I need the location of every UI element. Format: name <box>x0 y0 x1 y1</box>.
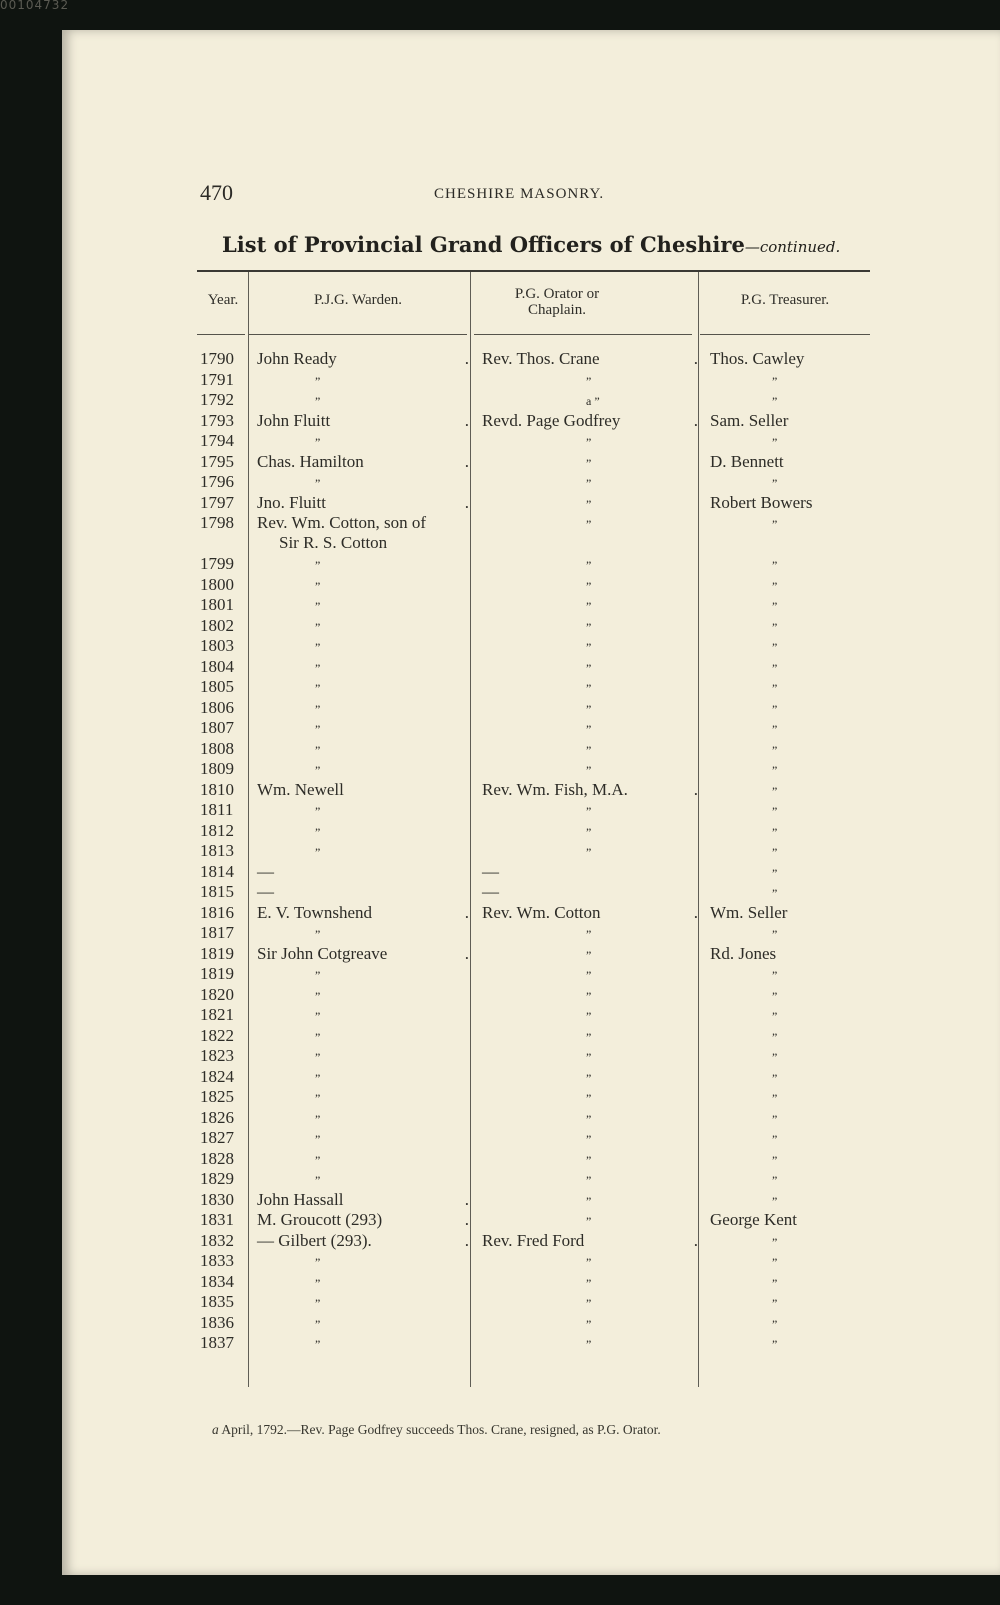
year-cell: 1829 <box>200 1169 234 1188</box>
year-cell: 1824 <box>200 1066 234 1086</box>
table-row <box>197 616 897 637</box>
orator-cell: ” <box>586 558 592 572</box>
warden-cell: ” <box>315 722 321 736</box>
table-row <box>197 780 897 801</box>
table-row <box>197 698 897 719</box>
table-row <box>197 452 897 473</box>
table-row <box>197 1087 897 1108</box>
table-row <box>197 1128 897 1149</box>
warden-cell: E. V. Townshend . <box>257 902 469 922</box>
treasurer-cell: ” <box>772 1255 778 1269</box>
header-rule-treasurer <box>700 334 870 335</box>
orator-cell: ” <box>586 578 592 593</box>
warden-cell: ” <box>315 1337 321 1351</box>
table-row <box>197 944 897 965</box>
treasurer-cell: ” <box>772 742 778 757</box>
orator-cell: ” <box>586 1275 592 1290</box>
year-cell: 1826 <box>200 1107 234 1127</box>
table-row <box>197 1272 897 1293</box>
warden-cell: ” <box>315 558 321 572</box>
footnote <box>212 1422 661 1438</box>
orator-cell: ” <box>586 763 592 777</box>
orator-cell: ” <box>586 968 592 982</box>
orator-cell: ” <box>586 1152 592 1167</box>
warden-cell: ” <box>315 742 321 757</box>
treasurer-cell: ” <box>772 1296 778 1310</box>
warden-cell: John Fluitt . <box>257 410 469 430</box>
table-row <box>197 1046 897 1067</box>
warden-cell: ” <box>315 763 321 777</box>
col-header-orator: P.G. Orator or Chaplain. <box>514 286 600 318</box>
year-cell: 1790 <box>200 349 234 368</box>
treasurer-cell: ” <box>772 927 778 941</box>
year-cell: 1799 <box>200 554 234 573</box>
orator-cell: ” <box>586 845 592 859</box>
table-row <box>197 1005 897 1026</box>
year-cell: 1835 <box>200 1292 234 1311</box>
year-cell: 1834 <box>200 1271 234 1291</box>
table-row <box>197 493 897 514</box>
table-row <box>197 800 897 821</box>
treasurer-cell: ” <box>772 1316 778 1331</box>
col-header-warden: P.J.G. Warden. <box>313 292 403 308</box>
orator-cell: ” <box>586 599 592 613</box>
treasurer-cell: ” <box>772 373 778 388</box>
table-row <box>197 1067 897 1088</box>
warden-cell: ” <box>315 1091 321 1105</box>
year-cell: 1837 <box>200 1333 234 1352</box>
orator-cell: ” <box>586 455 592 470</box>
year-cell: 1795 <box>200 451 234 471</box>
orator-cell: ” <box>586 1050 592 1064</box>
warden-cell: ” <box>315 1296 321 1310</box>
table-row <box>197 472 897 493</box>
year-cell: 1819 <box>200 964 234 983</box>
orator-cell: ” <box>586 927 592 941</box>
orator-cell: ” <box>586 1214 592 1228</box>
treasurer-cell: ” <box>772 476 778 490</box>
orator-cell: ” <box>586 619 592 634</box>
treasurer-cell: ” <box>772 435 778 449</box>
orator-cell: — <box>482 882 499 901</box>
year-cell: 1803 <box>200 636 234 655</box>
warden-cell: ” <box>315 578 321 593</box>
table-row <box>197 595 897 616</box>
treasurer-cell: ” <box>772 640 778 654</box>
year-cell: 1832 <box>200 1230 234 1250</box>
orator-cell: Rev. Fred Ford . <box>482 1230 698 1250</box>
treasurer-cell: ” <box>772 722 778 736</box>
warden-cell: ” <box>315 394 321 408</box>
year-cell: 1805 <box>200 677 234 696</box>
header-rule-orator <box>474 334 692 335</box>
table-row <box>197 1231 897 1252</box>
year-cell: 1830 <box>200 1189 234 1209</box>
warden-cell: M. Groucott (293) . <box>257 1210 469 1229</box>
warden-cell: ” <box>315 1029 321 1044</box>
officers-table <box>197 349 897 1354</box>
year-cell: 1796 <box>200 472 234 491</box>
table-row <box>197 1149 897 1170</box>
table-row <box>197 554 897 575</box>
warden-cell: — <box>257 882 274 901</box>
warden-cell: ” <box>315 373 321 388</box>
table-row <box>197 1169 897 1190</box>
treasurer-cell: Rd. Jones <box>710 943 777 963</box>
treasurer-cell: ” <box>772 599 778 613</box>
header-rule-year <box>197 334 245 335</box>
orator-cell: ” <box>586 476 592 490</box>
year-cell: 1819 <box>200 943 234 963</box>
treasurer-cell: ” <box>772 1152 778 1167</box>
warden-cell: ” <box>315 1111 321 1126</box>
orator-cell: — <box>482 861 499 881</box>
orator-cell: Rev. Wm. Fish, M.A. . <box>482 779 698 799</box>
year-cell: 1814 <box>200 861 234 881</box>
year-cell: 1794 <box>200 431 234 450</box>
treasurer-cell: ” <box>772 1173 778 1187</box>
table-row <box>197 882 897 903</box>
orator-cell: ” <box>586 1029 592 1044</box>
orator-cell: ” <box>586 722 592 736</box>
year-cell: 1815 <box>200 882 234 901</box>
year-cell: 1816 <box>200 902 234 922</box>
table-row <box>197 1190 897 1211</box>
year-cell: 1798 <box>200 513 234 532</box>
treasurer-cell: ” <box>772 1132 778 1146</box>
table-row <box>197 1251 897 1272</box>
treasurer-cell: ” <box>772 1050 778 1064</box>
treasurer-cell: ” <box>772 1070 778 1085</box>
warden-cell: ” <box>315 824 321 839</box>
treasurer-cell: ” <box>772 1029 778 1044</box>
warden-cell: ” <box>315 476 321 490</box>
running-head: CHESHIRE MASONRY. <box>434 186 605 202</box>
warden-cell: — <box>257 861 274 881</box>
orator-cell: ” <box>586 947 592 962</box>
treasurer-cell: D. Bennett <box>710 451 784 471</box>
table-row <box>197 923 897 944</box>
warden-cell: Wm. Newell <box>257 779 344 799</box>
warden-cell: ” <box>315 1009 321 1023</box>
orator-cell: ” <box>586 824 592 839</box>
orator-cell: ” <box>586 988 592 1003</box>
year-cell: 1823 <box>200 1046 234 1065</box>
table-row <box>197 431 897 452</box>
warden-cell: John Ready . <box>257 349 469 368</box>
table-row <box>197 575 897 596</box>
year-cell: 1806 <box>200 697 234 717</box>
table-row <box>197 677 897 698</box>
footnote-text: April, 1792.—Rev. Page Godfrey succeeds Thos. Crane, resigned, as P.G. Orator. <box>221 1422 661 1437</box>
orator-cell: ” <box>586 517 592 531</box>
header-rule-warden <box>249 334 467 335</box>
treasurer-cell: ” <box>772 558 778 572</box>
year-cell: 1807 <box>200 718 234 737</box>
table-row <box>197 636 897 657</box>
year-cell: 1810 <box>200 779 234 799</box>
year-cell: 1827 <box>200 1128 234 1147</box>
warden-cell: ” <box>315 1275 321 1290</box>
table-row <box>197 390 897 411</box>
orator-cell: ” <box>586 701 592 716</box>
orator-cell: ” <box>586 1173 592 1187</box>
year-cell: 1800 <box>200 574 234 594</box>
top-rule <box>197 270 870 272</box>
treasurer-cell: ” <box>772 824 778 839</box>
year-cell: 1802 <box>200 615 234 635</box>
warden-cell: ” <box>315 681 321 695</box>
treasurer-cell: ” <box>772 1234 778 1249</box>
warden-cell: ” <box>315 435 321 449</box>
warden-cell: ” <box>315 927 321 941</box>
warden-cell: Sir John Cotgreave . <box>257 943 469 963</box>
treasurer-cell: ” <box>772 517 778 531</box>
orator-cell: a ” <box>586 394 600 408</box>
warden-cell: — Gilbert (293). . <box>257 1230 469 1250</box>
table-row <box>197 657 897 678</box>
table-row <box>197 1108 897 1129</box>
warden-cell: ” <box>315 640 321 654</box>
orator-cell: ” <box>586 1091 592 1105</box>
warden-cell: ” <box>315 660 321 675</box>
warden-cell: Chas. Hamilton . <box>257 451 469 471</box>
treasurer-cell: ” <box>772 865 778 880</box>
footnote-mark: a <box>212 1422 219 1437</box>
treasurer-cell: ” <box>772 968 778 982</box>
table-row <box>197 370 897 391</box>
year-cell: 1813 <box>200 841 234 860</box>
table-title-main: List of Provincial Grand Officers of Cheshire <box>222 232 745 257</box>
year-cell: 1828 <box>200 1148 234 1168</box>
warden-cell: ” <box>315 1132 321 1146</box>
year-cell: 1801 <box>200 595 234 614</box>
treasurer-cell: ” <box>772 1275 778 1290</box>
table-row <box>197 841 897 862</box>
table-row <box>197 1333 897 1354</box>
year-cell: 1804 <box>200 656 234 676</box>
treasurer-cell: ” <box>772 1111 778 1126</box>
year-cell: 1820 <box>200 984 234 1004</box>
warden-cell: ” <box>315 804 321 818</box>
warden-cell: ” <box>315 1173 321 1187</box>
year-cell: 1809 <box>200 759 234 778</box>
treasurer-cell: ” <box>772 804 778 818</box>
table-title <box>222 232 922 257</box>
warden-cell: Jno. Fluitt . <box>257 492 469 512</box>
year-cell: 1821 <box>200 1005 234 1024</box>
table-row <box>197 964 897 985</box>
orator-cell: ” <box>586 373 592 388</box>
orator-cell: ” <box>586 681 592 695</box>
year-cell: 1791 <box>200 369 234 389</box>
table-row <box>197 759 897 780</box>
book-page <box>62 30 1000 1575</box>
year-cell: 1825 <box>200 1087 234 1106</box>
table-row <box>197 862 897 883</box>
treasurer-cell: ” <box>772 886 778 900</box>
treasurer-cell: ” <box>772 783 778 798</box>
warden-cell: ” <box>315 619 321 634</box>
table-row <box>197 1313 897 1334</box>
orator-cell: Rev. Wm. Cotton . <box>482 902 698 922</box>
year-cell: 1797 <box>200 492 234 512</box>
year-cell: 1836 <box>200 1312 234 1332</box>
table-row <box>197 903 897 924</box>
warden-cell: ” <box>315 1050 321 1064</box>
year-cell: 1792 <box>200 390 234 409</box>
orator-cell: ” <box>586 1111 592 1126</box>
treasurer-cell: ” <box>772 701 778 716</box>
treasurer-cell: ” <box>772 1009 778 1023</box>
table-row <box>197 349 897 370</box>
treasurer-cell: ” <box>772 1193 778 1208</box>
year-cell: 1793 <box>200 410 234 430</box>
orator-cell: Rev. Thos. Crane . <box>482 349 698 368</box>
scan-label: 00104732 <box>0 0 70 12</box>
treasurer-cell: ” <box>772 394 778 408</box>
orator-cell: ” <box>586 1193 592 1208</box>
warden-cell: ” <box>315 1152 321 1167</box>
table-row <box>197 1026 897 1047</box>
orator-cell: ” <box>586 1070 592 1085</box>
orator-cell: ” <box>586 742 592 757</box>
treasurer-cell: ” <box>772 845 778 859</box>
treasurer-cell: Wm. Seller <box>710 902 788 922</box>
treasurer-cell: ” <box>772 763 778 777</box>
treasurer-cell: Thos. Cawley <box>710 349 805 368</box>
orator-cell: Revd. Page Godfrey . <box>482 410 698 430</box>
orator-cell: ” <box>586 496 592 511</box>
year-cell: 1822 <box>200 1025 234 1045</box>
warden-cell: Rev. Wm. Cotton, son of Sir R. S. Cotton <box>257 513 427 552</box>
warden-cell: ” <box>315 968 321 982</box>
treasurer-cell: ” <box>772 988 778 1003</box>
orator-cell: ” <box>586 1132 592 1146</box>
treasurer-cell: ” <box>772 1337 778 1351</box>
year-cell: 1831 <box>200 1210 234 1229</box>
year-cell: 1811 <box>200 800 234 819</box>
warden-cell: ” <box>315 599 321 613</box>
treasurer-cell: ” <box>772 619 778 634</box>
table-row <box>197 821 897 842</box>
warden-cell: John Hassall . <box>257 1189 469 1209</box>
orator-cell: ” <box>586 1316 592 1331</box>
treasurer-cell: ” <box>772 1091 778 1105</box>
treasurer-cell: Sam. Seller <box>710 410 789 430</box>
year-cell: 1833 <box>200 1251 234 1270</box>
orator-cell: ” <box>586 1296 592 1310</box>
table-row <box>197 1210 897 1231</box>
table-title-continued: —continued. <box>744 238 841 256</box>
col-header-treasurer: P.G. Treasurer. <box>740 292 830 308</box>
table-row <box>197 985 897 1006</box>
treasurer-cell: ” <box>772 681 778 695</box>
warden-cell: ” <box>315 1070 321 1085</box>
orator-cell: ” <box>586 640 592 654</box>
warden-cell: ” <box>315 701 321 716</box>
warden-cell: ” <box>315 845 321 859</box>
table-row <box>197 739 897 760</box>
treasurer-cell: ” <box>772 660 778 675</box>
orator-cell: ” <box>586 1255 592 1269</box>
warden-cell: ” <box>315 1316 321 1331</box>
warden-cell: ” <box>315 1255 321 1269</box>
table-row <box>197 513 897 554</box>
orator-cell: ” <box>586 804 592 818</box>
orator-cell: ” <box>586 435 592 449</box>
treasurer-cell: George Kent <box>710 1210 798 1229</box>
orator-cell: ” <box>586 660 592 675</box>
treasurer-cell: ” <box>772 578 778 593</box>
col-header-year: Year. <box>207 292 239 308</box>
year-cell: 1817 <box>200 923 234 942</box>
treasurer-cell: Robert Bowers <box>710 492 813 512</box>
table-row <box>197 411 897 432</box>
orator-cell: ” <box>586 1009 592 1023</box>
warden-cell: ” <box>315 988 321 1003</box>
orator-cell: ” <box>586 1337 592 1351</box>
table-row <box>197 1292 897 1313</box>
page-number: 470 <box>200 180 233 205</box>
table-row <box>197 718 897 739</box>
year-cell: 1808 <box>200 738 234 758</box>
year-cell: 1812 <box>200 820 234 840</box>
